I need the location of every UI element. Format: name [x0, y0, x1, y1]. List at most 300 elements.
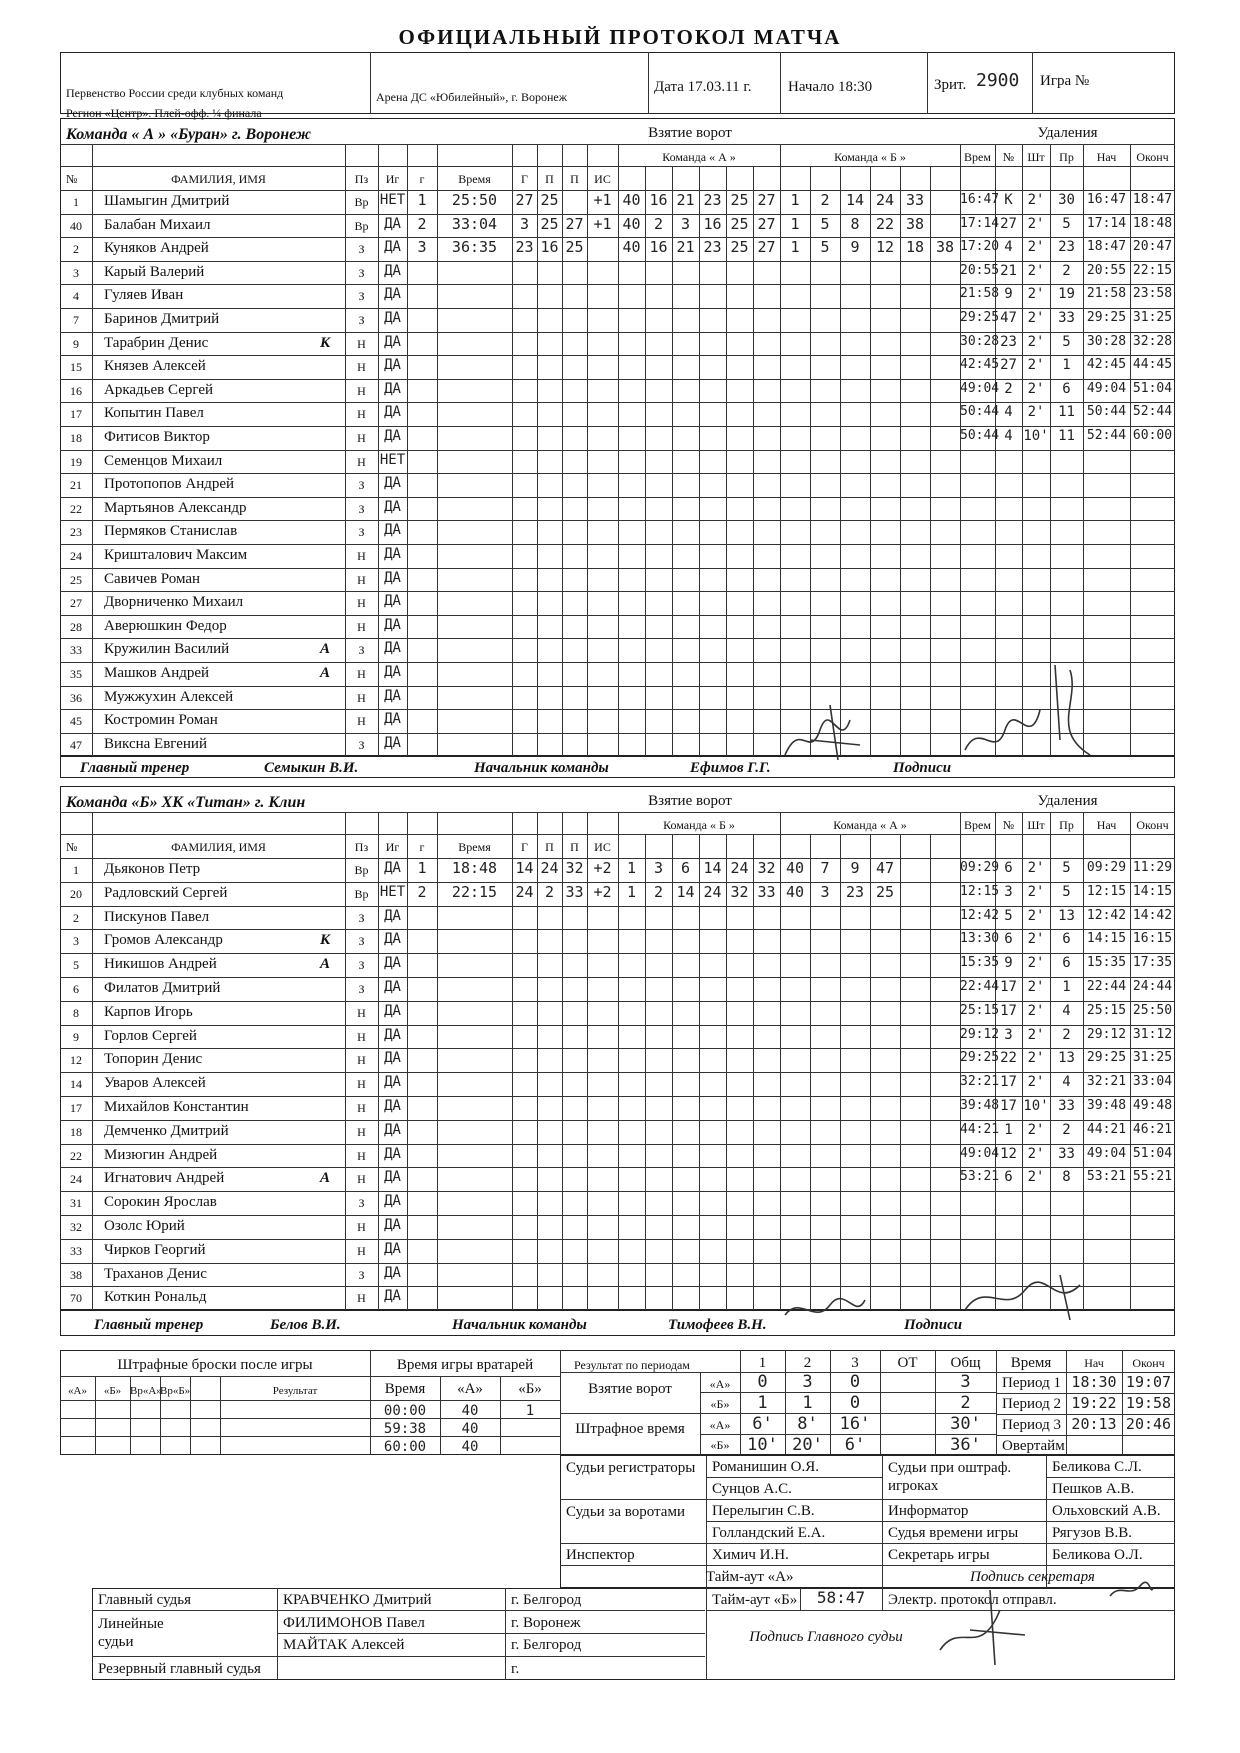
team_a-penalty-minutes: 2': [1027, 404, 1045, 421]
rule-line: [60, 1191, 1175, 1192]
team_a-penalty-start: 30:28: [1086, 333, 1127, 349]
arena-name: Арена ДС «Юбилейный», г. Воронеж: [376, 90, 568, 104]
competition-stage: Регион «Центр». Плей-офф. ¼ финала: [66, 106, 262, 120]
team_b-penalty-time: 49:04: [960, 1145, 1000, 1161]
team_a-player-position: Н: [357, 383, 366, 398]
team_b-player-position: З: [358, 1267, 365, 1282]
rule-line: [92, 1656, 705, 1657]
rule-line: [560, 1413, 996, 1414]
team_b-col-P: П: [545, 840, 554, 854]
goalie-row-a: 40: [461, 1421, 479, 1437]
team_a-player-position: З: [358, 501, 365, 516]
team_b-penalty-time: 32:21: [960, 1074, 1000, 1090]
team_b-goal-on-ice-own: 1: [626, 859, 637, 877]
team_a-penalty-time: 30:28: [960, 333, 1000, 349]
team_b-player-number: 6: [73, 982, 79, 996]
shootout-col-header: «А»: [68, 1385, 87, 1397]
team_a-player-number: 22: [70, 501, 82, 516]
rule-line: [92, 812, 93, 1310]
team_a-player-name: Аркадьев Сергей: [104, 381, 213, 398]
team_a-goal-on-ice-own: 2: [653, 214, 664, 233]
team_b-player-position: Н: [357, 1029, 366, 1044]
team_a-player-name: Куняков Андрей: [104, 240, 209, 257]
team_a-penalty-reason: 6: [1062, 380, 1071, 397]
team_b-player-name: Радловский Сергей: [104, 884, 228, 901]
team_a-goal-on-ice-opp: 24: [875, 191, 895, 209]
team_a-player-position: З: [358, 737, 365, 752]
team_a-penalty-player: 47: [1000, 310, 1017, 326]
team_b-player-played: ДА: [384, 1026, 401, 1043]
team_b-penalty-start: 14:15: [1086, 931, 1127, 947]
team_b-player-number: 17: [70, 1101, 82, 1115]
team_b-player-position: Н: [357, 1053, 366, 1068]
team_a-penalty-minutes: 2': [1027, 215, 1045, 232]
team_b-penalty-reason: 8: [1062, 1169, 1071, 1186]
team_a-player-position: Н: [357, 619, 366, 634]
team_b-penalty-minutes: 2': [1027, 1121, 1045, 1138]
team_b-goal-on-ice-own: 6: [680, 859, 691, 877]
team_a-player-played: ДА: [384, 569, 401, 586]
team_a-goal-assist2: 25: [565, 238, 584, 257]
team_a-player-role: К: [320, 334, 331, 351]
goalie-col-a: «А»: [457, 1381, 483, 1397]
team_b-goal-scorer: 24: [515, 882, 534, 901]
team_a-player-position: Н: [357, 431, 366, 445]
period-value: 6': [844, 1435, 866, 1455]
team_a-player-number: 36: [70, 690, 82, 705]
team_a-penalty-start: 17:14: [1086, 215, 1127, 231]
team_b-player-played: НЕТ: [379, 883, 406, 900]
team_a-player-number: 33: [70, 643, 82, 658]
team_a-goal-on-ice-opp: 9: [850, 238, 860, 257]
team_a-player-name: Савичев Роман: [104, 570, 201, 587]
period-name: Период 3: [1002, 1417, 1061, 1433]
team_a-player-number: 16: [70, 383, 82, 398]
period-name: Период 2: [1002, 1396, 1061, 1412]
grid-line: [60, 1418, 370, 1419]
team_a-col-time: Время: [458, 172, 491, 186]
team_b-penalty-time: 13:30: [960, 931, 1000, 947]
team_b-penalty-time: 15:35: [960, 955, 1000, 971]
team_a-col-name: ФАМИЛИЯ, ИМЯ: [171, 172, 266, 186]
team_b-goal-on-ice-opp: 9: [850, 859, 860, 877]
team_a-player-position: З: [358, 242, 365, 257]
goal-judges-label: Судьи за воротами: [566, 1504, 685, 1520]
team_b-penalty-player: 12: [1000, 1145, 1017, 1162]
team_a-col-P: П: [545, 172, 554, 186]
goal-judge-2: Голландский Е.А.: [712, 1525, 826, 1541]
team_a-player-name: Мужжухин Алексей: [104, 688, 234, 705]
team_a-col-IS: ИС: [594, 172, 611, 186]
team_a-player-played: ДА: [384, 664, 401, 680]
team_a-penalty-minutes: 2': [1027, 239, 1045, 256]
team_a-player-played: ДА: [384, 286, 401, 303]
team_b-player-position: Н: [357, 1077, 366, 1092]
team_b-goal-assist2: 32: [565, 859, 584, 877]
secretary-sign-label: Подпись секретаря: [970, 1569, 1095, 1585]
team_a-coach-label: Главный тренер: [80, 760, 190, 777]
team_b-player-position: З: [358, 1196, 365, 1211]
team_a-player-played: ДА: [384, 380, 401, 397]
team_a-player-played: ДА: [384, 262, 401, 279]
team_a-goal-assist2: 27: [565, 214, 584, 233]
team_b-penalty-end: 25:50: [1132, 1002, 1173, 1018]
team_b-player-number: 3: [73, 934, 79, 949]
period-row-b: «Б»: [710, 1438, 730, 1452]
team_a-player-played: ДА: [384, 333, 401, 350]
team_b-col-pos: Пз: [354, 840, 369, 854]
grid-line: [996, 1435, 1175, 1436]
team_a-player-played: ДА: [384, 711, 401, 728]
period-start-header: Нач: [1084, 1356, 1104, 1370]
team_a-player-position: Н: [357, 667, 366, 681]
linesman-1-city: г. Воронеж: [511, 1615, 581, 1631]
team_a-goal-number: 1: [417, 191, 427, 209]
rule-line: [60, 497, 1175, 498]
team_b-penalty-player: 5: [1004, 907, 1013, 924]
rule-line: [560, 1499, 1175, 1500]
team_b-player-position: Вр: [354, 886, 369, 901]
team_b-goal-on-ice-opp: 25: [875, 882, 895, 901]
team_b-penalty-time: 22:44: [960, 979, 1000, 994]
team_a-player-number: 2: [73, 242, 79, 257]
team_a-goal-on-ice-own: 40: [622, 214, 641, 233]
goalie-row-b: 1: [525, 1403, 535, 1419]
team_a-penalty-minutes: 2': [1027, 310, 1045, 326]
team_a-player-number: 1: [73, 195, 79, 209]
grid-line: [706, 1477, 882, 1478]
team_a-player-played: НЕТ: [379, 451, 406, 468]
rule-line: [60, 1239, 1175, 1240]
team_a-penalty-time: 50:44: [960, 404, 1000, 420]
team_b-col-P2: П: [570, 840, 579, 854]
team_a-goal-on-ice-own: 21: [676, 191, 695, 209]
team_a-player-position: Вр: [354, 218, 369, 233]
goalie-row-time: 60:00: [383, 1439, 427, 1455]
team_a-penalty-minutes: 2': [1027, 286, 1045, 303]
team_b-player-position: Н: [357, 1291, 366, 1306]
registrar-1: Романишин О.Я.: [712, 1459, 819, 1475]
rule-line: [190, 1376, 191, 1455]
rule-line: [927, 52, 928, 114]
team_b-penalty-player: 1: [1004, 1121, 1013, 1138]
team_b-col-pen-reason: Пр: [1059, 818, 1074, 832]
team_b-penalty-reason: 4: [1062, 1074, 1071, 1091]
team_b-penalty-minutes: 2': [1027, 907, 1045, 924]
team_b-penalty-end: 11:29: [1132, 860, 1173, 875]
team_b-player-name: Дьяконов Петр: [104, 861, 201, 877]
period-col-header: 2: [803, 1355, 812, 1371]
team_a-col-played: Иг: [385, 172, 400, 186]
team_b-player-number: 2: [73, 910, 79, 925]
grid-line: [700, 1392, 996, 1393]
team_a-signatures-label: Подписи: [893, 760, 952, 777]
team_b-player-played: ДА: [384, 1240, 401, 1257]
team_b-col-name: ФАМИЛИЯ, ИМЯ: [171, 840, 266, 854]
period-value: 3: [960, 1372, 971, 1392]
team_b-player-number: 33: [70, 1243, 82, 1258]
team_b-goal-on-ice-own: 24: [730, 859, 749, 877]
team_a-penalty-start: 52:44: [1086, 428, 1127, 443]
team_a-player-name: Князев Алексей: [104, 358, 206, 375]
goalie-row-time: 59:38: [383, 1421, 427, 1437]
team_a-player-played: ДА: [384, 215, 401, 232]
team_b-penalties-header: Удаления: [1037, 793, 1098, 809]
team_a-penalty-end: 18:48: [1132, 215, 1173, 231]
team_a-player-position: Н: [357, 572, 366, 587]
period-col-header: 1: [758, 1355, 767, 1371]
team_b-signatures-label: Подписи: [904, 1317, 963, 1334]
team_b-player-position: Н: [357, 1148, 366, 1163]
team_a-player-played: ДА: [384, 428, 401, 444]
team_b-penalty-end: 51:04: [1132, 1145, 1173, 1161]
team_a-player-name: Шамыгин Дмитрий: [104, 193, 230, 209]
team_b-penalty-end: 31:12: [1132, 1026, 1173, 1042]
spectators-count: 2900: [976, 70, 1020, 91]
team_a-penalty-time: 49:04: [960, 380, 1000, 396]
team_a-player-number: 17: [70, 407, 82, 422]
secretary-signature: [1105, 1578, 1155, 1603]
team_a-player-position: З: [358, 289, 365, 304]
team_a-player-played: ДА: [384, 687, 401, 704]
team_b-player-number: 1: [73, 863, 79, 877]
team_b-col-time: Время: [458, 840, 491, 854]
goalie-time-title: Время игры вратарей: [396, 1357, 534, 1373]
team_a-player-position: Н: [357, 596, 366, 611]
period-value: 16': [839, 1414, 871, 1434]
team_b-penalty-minutes: 2': [1027, 883, 1045, 900]
team_b-goal-on-ice-opp: 23: [845, 882, 865, 901]
inspector-label: Инспектор: [566, 1547, 635, 1563]
team_a-player-position: Н: [357, 360, 366, 375]
team_b-penalty-end: 31:25: [1132, 1050, 1173, 1066]
team_a-penalty-end: 44:45: [1132, 357, 1173, 373]
team_b-player-name: Карпов Игорь: [104, 1003, 193, 1020]
team_b-player-position: Н: [357, 1005, 366, 1020]
team_b-goal-on-ice-opp: 7: [820, 859, 830, 877]
team_b-penalty-minutes: 2': [1027, 955, 1045, 972]
team_a-player-name: Копытин Павел: [104, 405, 204, 422]
shootout-col-header: Вр«Б»: [160, 1385, 191, 1397]
registrars-label: Судьи регистраторы: [566, 1460, 696, 1476]
rule-line: [277, 1588, 278, 1680]
team_a-player-number: 45: [70, 714, 82, 729]
team_a-penalty-reason: 30: [1058, 192, 1075, 208]
team_a-player-name: Тарабрин Денис: [104, 334, 209, 351]
period-value: 0: [849, 1372, 861, 1392]
team_b-penalty-minutes: 2': [1027, 1145, 1045, 1162]
team_a-penalty-end: 22:15: [1132, 262, 1173, 278]
team_a-col-pos: Пз: [354, 172, 369, 186]
team_a-goal-on-ice-own: 25: [730, 191, 749, 209]
goalie-row-a: 40: [461, 1439, 479, 1455]
team_a-player-played: ДА: [384, 616, 401, 633]
linesmen-label: Линейные судьи: [98, 1616, 164, 1650]
goalie-row-a: 40: [461, 1403, 479, 1419]
team_b-player-position: Н: [357, 1124, 366, 1139]
competition-name: Первенство России среди клубных команд: [66, 86, 284, 100]
period-value: 30': [950, 1414, 981, 1434]
team_b-penalty-player: 17: [1000, 979, 1017, 995]
team_a-col-pen-start: Нач: [1096, 150, 1117, 164]
match-start: Начало 18:30: [788, 79, 873, 95]
reserve-referee-label: Резервный главный судья: [98, 1661, 261, 1677]
team_a-penalty-time: 17:14: [960, 215, 1000, 231]
team_b-col-opp: Команда « А »: [833, 818, 907, 832]
team_a-penalty-end: 31:25: [1132, 310, 1173, 325]
rule-line: [60, 568, 1175, 569]
team_a-player-number: 7: [73, 313, 79, 327]
team_a-penalty-start: 16:47: [1086, 192, 1127, 207]
team_b-player-position: З: [358, 910, 365, 925]
team_b-player-position: Н: [357, 1243, 366, 1258]
team_b-player-role: К: [320, 932, 331, 949]
team_a-player-position: Н: [357, 714, 366, 729]
team_a-player-position: Н: [357, 336, 366, 351]
team_b-goal-number: 2: [417, 882, 427, 901]
team_b-penalty-player: 9: [1004, 955, 1013, 972]
team_b-goal-on-ice-own: 2: [653, 882, 664, 901]
team_a-goal-on-ice-opp: 1: [790, 191, 800, 209]
team_a-penalty-start: 49:04: [1086, 380, 1127, 396]
team_a-penalty-player: 21: [1000, 262, 1017, 279]
team_b-penalty-time: 25:15: [960, 1002, 1000, 1018]
game-number-label: Игра №: [1040, 73, 1090, 89]
team_b-penalty-reason: 1: [1062, 979, 1071, 995]
team_a-goal-on-ice-own: 23: [703, 191, 722, 209]
team_a-penalty-time: 21:58: [960, 286, 1000, 302]
team_a-player-number: 3: [73, 265, 79, 280]
period-value: 3: [802, 1372, 813, 1392]
team_a-penalty-end: 18:47: [1132, 192, 1173, 207]
team_b-penalty-start: 15:35: [1086, 955, 1127, 971]
team_b-player-number: 38: [70, 1267, 82, 1282]
team_b-goal-on-ice-own: 14: [676, 882, 695, 901]
team_a-penalty-minutes: 10': [1023, 428, 1049, 444]
head-referee-sign-label: Подпись Главного судьи: [749, 1629, 903, 1645]
team_b-penalty-minutes: 10': [1023, 1098, 1049, 1114]
team_b-penalty-minutes: 2': [1027, 979, 1045, 995]
team_b-player-position: Н: [357, 1220, 366, 1234]
team_b-player-name: Михайлов Константин: [104, 1099, 249, 1115]
period-value: 36': [950, 1435, 981, 1455]
team_a-penalty-reason: 11: [1058, 428, 1075, 444]
team_b-player-played: ДА: [384, 1098, 401, 1114]
team_a-penalty-reason: 5: [1062, 215, 1071, 232]
team_b-coach-signature: [960, 1270, 1110, 1330]
rule-line: [60, 638, 1175, 639]
registrar-2: Сунцов А.С.: [712, 1481, 792, 1497]
team_a-goal-on-ice-own: 3: [680, 214, 691, 233]
team_a-player-number: 27: [70, 596, 82, 611]
shootout-col-header: Результат: [272, 1385, 318, 1397]
team_a-manager-label: Начальник команды: [474, 760, 609, 777]
team_b-player-name: Никишов Андрей: [104, 956, 217, 973]
team_a-penalty-reason: 33: [1058, 310, 1075, 326]
period-pim-label: Штрафное время: [575, 1421, 685, 1437]
team_a-col-pen-end: Оконч: [1136, 150, 1169, 164]
team_b-player-played: ДА: [384, 860, 401, 876]
timekeeper-name: Рягузов В.В.: [1052, 1525, 1133, 1541]
team_a-player-played: ДА: [384, 357, 401, 374]
team_a-player-name: Костромин Роман: [104, 712, 218, 729]
team_a-goal-scorer: 27: [515, 191, 534, 209]
period-start: 19:22: [1071, 1394, 1117, 1412]
team_a-player-name: Семенцов Михаил: [104, 452, 223, 469]
linesman-2-name: МАЙТАК Алексей: [283, 1637, 405, 1653]
team_b-goals-header: Взятие ворот: [648, 793, 732, 809]
goalie-col-b: «Б»: [518, 1381, 542, 1397]
team_a-goal-on-ice-opp: 1: [790, 238, 800, 257]
head-referee-city: г. Белгород: [511, 1592, 582, 1608]
team_a-penalty-minutes: 2': [1027, 380, 1045, 397]
team_a-player-played: ДА: [384, 522, 401, 539]
rule-line: [780, 52, 781, 114]
team_b-goal-on-ice-opp: 40: [785, 859, 805, 877]
team_b-player-played: ДА: [384, 1074, 401, 1091]
rule-line: [505, 1588, 506, 1680]
team_a-penalty-player: 27: [1000, 357, 1017, 374]
team_b-penalty-minutes: 2': [1027, 860, 1045, 876]
team_a-penalty-player: 4: [1004, 239, 1013, 256]
team_a-player-number: 47: [70, 737, 82, 752]
team_a-goal-assist1: 25: [540, 214, 559, 233]
shootout-title: Штрафные броски после игры: [117, 1357, 313, 1373]
team_a-penalty-reason: 23: [1058, 239, 1075, 256]
team_a-penalty-end: 52:44: [1132, 404, 1173, 420]
team_b-penalty-end: 14:15: [1132, 883, 1173, 899]
team_a-penalty-end: 51:04: [1132, 380, 1173, 396]
team_a-goal-on-ice-own: 16: [649, 191, 668, 209]
timekeeper-label: Судья времени игры: [888, 1525, 1019, 1541]
team_b-penalty-time: 29:12: [960, 1026, 1000, 1042]
team_a-player-name: Дворниченко Михаил: [104, 594, 244, 611]
period-col-header: Общ: [950, 1355, 981, 1371]
penalty-box-1: Беликова С.Л.: [1052, 1459, 1142, 1475]
team_a-player-number: 24: [70, 549, 82, 563]
team_a-player-name: Карый Валерий: [104, 263, 205, 280]
team_b-player-position: Н: [357, 1101, 366, 1115]
team_b-penalty-start: 53:21: [1086, 1169, 1127, 1185]
team_b-penalty-player: 6: [1004, 1169, 1013, 1186]
team_a-penalty-time: 17:20: [960, 239, 1000, 255]
team_a-goal-on-ice-opp: 1: [790, 214, 800, 233]
team_b-player-role: А: [320, 1170, 331, 1187]
team_b-penalty-reason: 2: [1062, 1121, 1071, 1138]
team_b-col-IS: ИС: [594, 840, 611, 854]
grid-line: [882, 1521, 1175, 1522]
period-start: 20:13: [1071, 1415, 1117, 1433]
team_b-penalty-player: 3: [1004, 883, 1013, 900]
team_b-penalty-reason: 2: [1062, 1026, 1071, 1043]
team_a-goal-scorer: 23: [515, 238, 534, 257]
team_a-player-number: 19: [70, 454, 82, 469]
linesman-1-name: ФИЛИМОНОВ Павел: [283, 1615, 425, 1631]
period-goals-label: Взятие ворот: [588, 1381, 672, 1397]
team_a-goal-time: 33:04: [451, 214, 498, 233]
team_b-goal-assist1: 24: [540, 859, 559, 877]
team_b-penalty-start: 12:15: [1086, 883, 1127, 899]
team_a-penalty-start: 18:47: [1086, 239, 1127, 255]
period-row-a: «А»: [709, 1377, 731, 1391]
team_a-penalty-end: 32:28: [1132, 333, 1173, 349]
team_b-player-number: 20: [70, 886, 82, 901]
team_a-penalty-start: 20:55: [1086, 262, 1127, 278]
secretary-label: Секретарь игры: [888, 1547, 990, 1563]
rule-line: [370, 1376, 560, 1377]
team_b-player-played: ДА: [384, 1217, 401, 1233]
team_b-player-number: 70: [70, 1291, 82, 1306]
